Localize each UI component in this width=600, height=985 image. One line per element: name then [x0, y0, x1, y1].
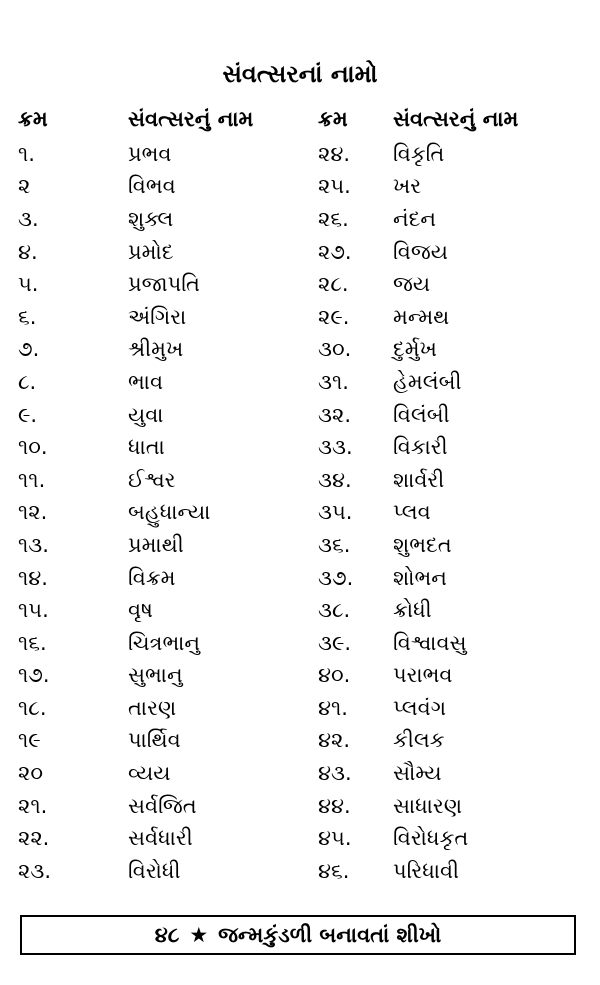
samvatsar-name-right: શોભન — [393, 565, 447, 590]
samvatsar-name-right: વિજય — [393, 239, 448, 264]
samvatsar-name-right: જય — [393, 272, 431, 297]
samvatsar-name-right: પરાભવ — [393, 663, 453, 688]
row-number-right: ૪૫. — [318, 826, 352, 851]
samvatsar-name-right: પરિધાવી — [393, 858, 460, 883]
samvatsar-name-left: વિક્રમ — [128, 565, 176, 590]
samvatsar-name-right: દુર્મુખ — [393, 337, 437, 362]
row-number-right: ૩૪. — [318, 467, 352, 492]
samvatsar-name-right: વિકારી — [393, 435, 448, 460]
row-number-left: ૧૦. — [18, 435, 48, 460]
row-number-right: ૩૬. — [318, 532, 351, 557]
table-row — [18, 725, 583, 758]
row-number-left: ૨૧. — [18, 793, 48, 818]
row-number-left: ૪. — [18, 239, 38, 264]
table-row — [18, 203, 583, 236]
samvatsar-name-left: પ્રભવ — [128, 141, 172, 166]
row-number-right: ૪૦. — [318, 663, 351, 688]
table-row — [18, 236, 583, 269]
samvatsar-name-right: ખર — [393, 174, 422, 199]
table-row — [18, 692, 583, 725]
row-number-right: ૪૧. — [318, 695, 348, 720]
samvatsar-name-left: પ્રમાથી — [128, 532, 184, 557]
header-kram-left: ક્રમ — [18, 106, 48, 131]
samvatsar-name-left: વિભવ — [128, 174, 176, 199]
table-row — [18, 660, 583, 693]
samvatsar-name-left: સર્વધારી — [128, 826, 193, 851]
row-number-left: ૮. — [18, 369, 37, 394]
table-row — [18, 822, 583, 855]
samvatsar-name-left: ચિત્રભાનુ — [128, 630, 201, 655]
row-number-left: ૧૪. — [18, 565, 48, 590]
samvatsar-name-left: ઈશ્વર — [128, 467, 176, 492]
samvatsar-name-right: સૌમ્ય — [393, 761, 442, 786]
footer-text: જન્મકુંડળી બનાવતાં શીખો — [218, 922, 442, 947]
row-number-left: ૬. — [18, 304, 37, 329]
header-name-left: સંવત્સરનું નામ — [128, 106, 254, 131]
samvatsar-name-right: શુભદત — [393, 532, 452, 557]
row-number-left: ૧૯ — [18, 728, 41, 753]
row-number-right: ૩૧. — [318, 369, 349, 394]
row-number-left: ૧૧. — [18, 467, 46, 492]
samvatsar-name-left: ધાતા — [128, 435, 165, 460]
samvatsar-name-right: મન્મથ — [393, 304, 450, 329]
star-icon: ★ — [189, 923, 209, 947]
table-row — [18, 301, 583, 334]
table-row — [18, 594, 583, 627]
table-row — [18, 529, 583, 562]
samvatsar-name-right: શાર્વરી — [393, 467, 445, 492]
samvatsar-name-left: અંગિરા — [128, 304, 187, 329]
table-row — [18, 627, 583, 660]
samvatsar-name-right: હેમલંબી — [393, 369, 462, 394]
table-row — [18, 431, 583, 464]
samvatsar-name-right: પ્લવ — [393, 500, 431, 525]
row-number-left: ૧૨. — [18, 500, 48, 525]
table-row — [18, 334, 583, 367]
table-row — [18, 171, 583, 204]
samvatsar-name-right: નંદન — [393, 206, 437, 231]
samvatsar-name-right: પ્લવંગ — [393, 695, 447, 720]
row-number-right: ૪૪. — [318, 793, 351, 818]
row-number-left: ૧૩. — [18, 532, 49, 557]
samvatsar-name-right: ક્રોધી — [393, 598, 432, 623]
row-number-right: ૨૬. — [318, 206, 349, 231]
samvatsar-table — [18, 100, 583, 888]
table-row — [18, 464, 583, 497]
row-number-right: ૪૩. — [318, 761, 352, 786]
samvatsar-name-left: વ્યય — [128, 761, 171, 786]
samvatsar-name-left: તારણ — [128, 695, 177, 720]
row-number-right: ૩૦. — [318, 337, 352, 362]
row-number-left: ૨૨. — [18, 826, 50, 851]
table-row — [18, 497, 583, 530]
row-number-right: ૨૭. — [318, 239, 352, 264]
row-number-left: ૧૫. — [18, 598, 49, 623]
row-number-left: ૧. — [18, 141, 35, 166]
samvatsar-name-right: વિલંબી — [393, 402, 450, 427]
samvatsar-name-left: પાર્થિવ — [128, 728, 181, 753]
samvatsar-name-right: સાધારણ — [393, 793, 463, 818]
table-row — [18, 790, 583, 823]
table-row — [18, 855, 583, 888]
row-number-left: ૩. — [18, 206, 39, 231]
footer-box — [20, 915, 576, 955]
table-row — [18, 399, 583, 432]
row-number-left: ૧૭. — [18, 663, 50, 688]
row-number-right: ૨૪. — [318, 141, 351, 166]
samvatsar-name-left: સુભાનુ — [128, 663, 183, 688]
row-number-left: ૭. — [18, 337, 40, 362]
row-number-left: ૯. — [18, 402, 38, 427]
row-number-right: ૪૬. — [318, 858, 350, 883]
samvatsar-name-right: વિરોધકૃત — [393, 826, 469, 851]
row-number-right: ૪૨. — [318, 728, 351, 753]
samvatsar-name-left: સર્વજિત — [128, 793, 197, 818]
row-number-right: ૩૮. — [318, 598, 351, 623]
row-number-left: ૨૩. — [18, 858, 51, 883]
row-number-right: ૩૫. — [318, 500, 353, 525]
row-number-right: ૩૨. — [318, 402, 351, 427]
samvatsar-name-left: પ્રજાપતિ — [128, 272, 200, 297]
row-number-left: ૨ — [18, 174, 31, 199]
table-row — [18, 138, 583, 171]
row-number-right: ૩૭. — [318, 565, 354, 590]
table-row — [18, 757, 583, 790]
page-title: સંવત્સરનાં નામો — [222, 60, 378, 88]
row-number-right: ૨૫. — [318, 174, 351, 199]
table-row — [18, 562, 583, 595]
samvatsar-name-left: યુવા — [128, 402, 164, 427]
samvatsar-name-left: વિરોધી — [128, 858, 181, 883]
samvatsar-name-right: કીલક — [393, 728, 445, 753]
header-kram-right: ક્રમ — [318, 106, 348, 131]
row-number-left: ૧૬. — [18, 630, 47, 655]
samvatsar-name-left: વૃષ — [128, 598, 153, 623]
row-number-left: ૫. — [18, 272, 39, 297]
samvatsar-name-left: પ્રમોદ — [128, 239, 174, 264]
row-number-right: ૩૩. — [318, 435, 353, 460]
header-name-right: સંવત્સરનું નામ — [393, 106, 519, 131]
table-row — [18, 366, 583, 399]
row-number-right: ૨૯. — [318, 304, 350, 329]
table-header-row — [18, 100, 583, 138]
samvatsar-name-left: શુક્લ — [128, 206, 174, 231]
row-number-right: ૩૯. — [318, 630, 352, 655]
samvatsar-name-left: ભાવ — [128, 369, 164, 394]
row-number-left: ૧૮. — [18, 695, 47, 720]
row-number-left: ૨૦ — [18, 761, 43, 786]
samvatsar-name-right: વિશ્વાવસુ — [393, 630, 467, 655]
row-number-right: ૨૮. — [318, 272, 349, 297]
table-row — [18, 268, 583, 301]
samvatsar-name-right: વિકૃતિ — [393, 141, 445, 166]
page-number: ૪૮ — [154, 922, 180, 947]
samvatsar-name-left: બહુધાન્યા — [128, 500, 211, 525]
samvatsar-name-left: શ્રીમુખ — [128, 337, 184, 362]
